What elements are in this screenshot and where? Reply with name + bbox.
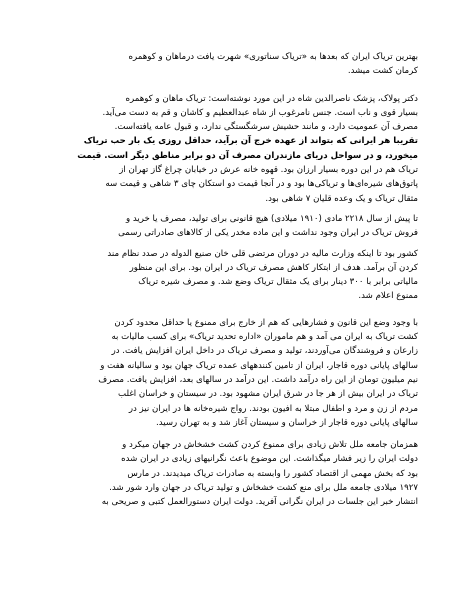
text-line: تریاک هم در این دوره بسیار ارزان بود. قهوه خانه عرش در خیابان چراغ گاز تهران از bbox=[119, 165, 418, 176]
text-line: کشور بود تا اینکه وزارت مالیه در دوران مرتضی قلی خان صنیع الدوله در صدد نظام مند bbox=[107, 248, 418, 259]
text-line: با وجود وضع این قانون و فشارهایی که هم از خارج برای ممنوع یا حداقل محدود کردن bbox=[114, 317, 418, 328]
paragraph-6 bbox=[52, 438, 418, 509]
text-line: فروش تریاک در ایران وجود نداشت و این ماده مخدر یکی از کالاهای صادراتی رسمی bbox=[118, 228, 418, 239]
text-line: ۱۹۲۷ میلادی جامعه ملل برای منع کشت خشخاش و تولید تریاک در جهان وارد شور شد. bbox=[109, 483, 418, 494]
paragraph-3 bbox=[52, 212, 418, 241]
text-line: کردن آن برآمد. هدف از ابتکار کاهش مصرف تریاک در ایران بود. برای این منظور bbox=[129, 262, 418, 273]
paragraph-1 bbox=[52, 50, 418, 79]
text-line: ممنوع اعلام شد. bbox=[358, 291, 418, 302]
paragraph-2 bbox=[52, 92, 418, 206]
text-line: مردم از زن و مرد و اطفال مبتلا به افیون بودند. رواج شیره‌خانه ها در ایران نیز در bbox=[128, 403, 418, 414]
text-line: انتشار خبر این جلسات در ایران نگرانی آفرید. دولت ایران دستورالعمل کتبی و صریحی به bbox=[101, 497, 418, 508]
text-line: همزمان جامعه ملل تلاش زیادی برای ممنوع کردن کشت خشخاش در جهان میکرد و bbox=[122, 440, 418, 451]
text-line: دکتر پولاک، پزشک ناصرالدین شاه در این مورد نوشته‌است: تریاک ماهان و کوهمره bbox=[125, 93, 418, 104]
text-line: پاتوق‌های شیره‌ای‌ها و تریاکی‌ها بود و در آنجا قیمت دو استکان چای ۳ شاهی و قیمت سه bbox=[105, 179, 418, 190]
text-line: کشت تریاک به ایران می آمد و هم ماموران «اداره تحدید تریاک» برای کسب مالیات به bbox=[111, 332, 418, 343]
text-line: بود که بخش مهمی از اقتصاد کشور را وابسته به صادرات تریاک میدیدند. در مارس bbox=[127, 468, 418, 479]
text-line: سالهای پایانی دوره قاجار از خراسان و سیستان آغاز شد و به تهران رسید. bbox=[155, 417, 418, 428]
bold-text-line: میخورد، و در سواحل دریای مازندران مصرف آن دو برابر مناطق دیگر است. قیمت bbox=[77, 150, 418, 161]
text-line: بهترین تریاک ایران که بعدها به «تریاک سناتوری» شهرت یافت درماهان و کوهمره bbox=[128, 52, 418, 62]
text-line: دولت ایران را زیر فشار میگذاشت. این موضوع باعث نگرانیهای زیادی در ایران شده bbox=[121, 454, 418, 465]
document-page bbox=[52, 50, 418, 510]
paragraph-5 bbox=[52, 316, 418, 430]
text-line: کرمان کشت میشد. bbox=[347, 66, 418, 77]
text-line: نیم میلیون تومان از این راه درآمد داشت. این درآمد در سالهای بعد، افزایش یافت. مصرف bbox=[98, 374, 418, 385]
text-line: زارعان و فروشندگان می‌آوردند، تولید و مصرف تریاک در داخل ایران افزایش یافت. در bbox=[111, 346, 418, 357]
text-line: بسیار قوی و ناب است. جنس نامرغوب از شاه عبدالعظیم و کاشان و قم به دست می‌آید. bbox=[102, 107, 418, 118]
bold-text-line: تقریبا هر ایرانی که بتواند از عهده خرج آن برآید، حداقل روزی یک بار حب تریاک bbox=[83, 136, 418, 147]
text-line: مصرف آن عمومیت دارد، و مانند حشیش سرشگستگی ندارد، و قبول عامه یافته‌است. bbox=[114, 122, 418, 133]
text-line: تا پیش از سال ۲۲۱۸ مادی (۱۹۱۰ میلادی) هیچ قانونی برای تولید، مصرف یا خرید و bbox=[125, 213, 418, 224]
text-line: تریاک در ایران بیش از هر جا در شرق ایران مشهود بود. در سیستان و خراسان اغلب bbox=[118, 389, 418, 400]
text-line: مالیاتی برابر با ۳۰۰ دینار برای یک مثقال تریاک وضع شد. و مصرف شیره تریاک bbox=[138, 277, 418, 288]
text-line: سالهای پایانی دوره قاجار، ایران از تامین کنندههای عمده تریاک جهان بود و سالیانه هفت و bbox=[100, 360, 418, 371]
text-line: مثقال تریاک و یک وعده قلیان ۷ شاهی بود. bbox=[265, 193, 418, 204]
paragraph-4 bbox=[52, 247, 418, 304]
